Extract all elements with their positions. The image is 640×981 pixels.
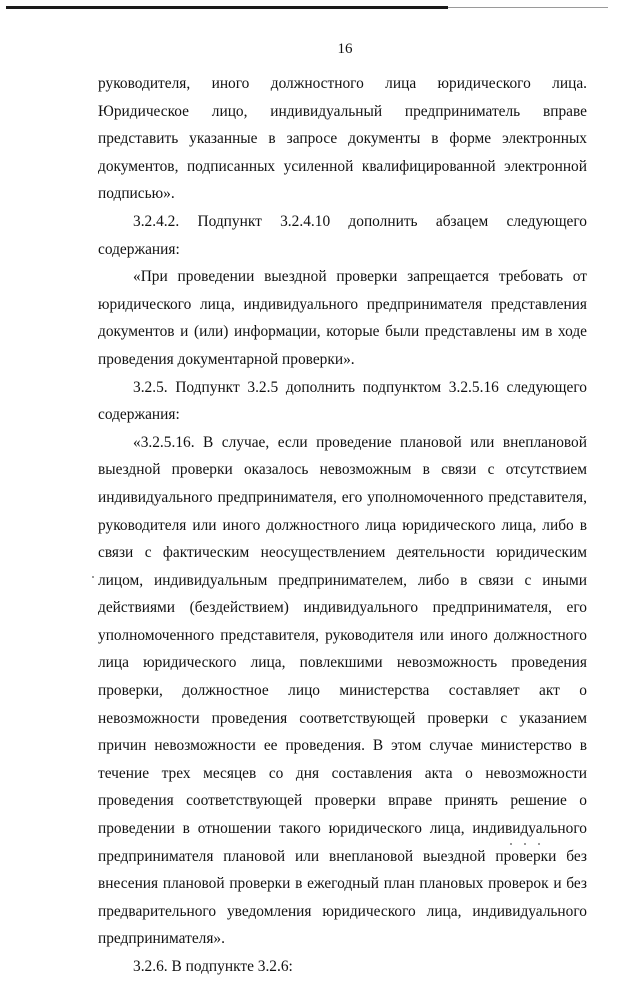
paragraph-3-2-5-16: «3.2.5.16. В случае, если проведение плановой или внеплановой выездной проверки оказалось невозможным в связи с отсутствием индивидуального предпринимателя, его уполномоченного представителя, руководителя или иного должностного лица юридического лица, либо в связи с фактическим неосуществлением деятельности юридическим лицом, индивидуальным предпринимателем, либо в связи с иными действиями (бездействием) индивидуального предпринимателя, его уполномоченного представителя, руководителя или иного должностного лица юридического лица, повлекшими невозможность проведения проверки, должностное лицо министерства составляет акт о невозможности проведения соответствующей проверки с указанием причин невозможности ее проведения. В этом случае министерство в течение трех месяцев со дня составления акта о невозможности проведения соответствующей проверки вправе принять решение о проведении в отношении такого юридического лица, индивидуального предпринимателя плановой или внеплановой выездной проверки без внесения плановой проверки в ежегодный план плановых проверок и без предварительного уведомления юридического лица, индивидуального предпринимателя».: [98, 433, 587, 948]
paragraph-quote-inspection: «При проведении выездной проверки запрещается требовать от юридического лица, индивидуального предпринимателя представления документов и (или) информации, которые были представлены им в ходе проведения документарной проверки».: [98, 268, 587, 368]
scan-speck: [510, 843, 512, 845]
scan-speck: [538, 843, 540, 845]
body-text: [98, 70, 587, 981]
scan-speck: [524, 843, 526, 845]
scan-speck: [92, 576, 94, 578]
paragraph-3-2-4-2: 3.2.4.2. Подпункт 3.2.4.10 дополнить абзацем следующего содержания:: [98, 212, 587, 258]
paragraph-continuation: руководителя, иного должностного лица юридического лица. Юридическое лицо, индивидуальный предприниматель вправе представить указанные в запросе документы в форме электронных документов, подписанных усиленной квалифицированной электронной подписью».: [98, 75, 587, 203]
top-rule-faint: [448, 7, 608, 8]
paragraph-3-2-6: 3.2.6. В подпункте 3.2.6:: [133, 958, 293, 975]
top-rule: [6, 6, 448, 9]
page-number: 16: [337, 41, 353, 57]
paragraph-3-2-5: 3.2.5. Подпункт 3.2.5 дополнить подпунктом 3.2.5.16 следующего содержания:: [98, 378, 587, 424]
